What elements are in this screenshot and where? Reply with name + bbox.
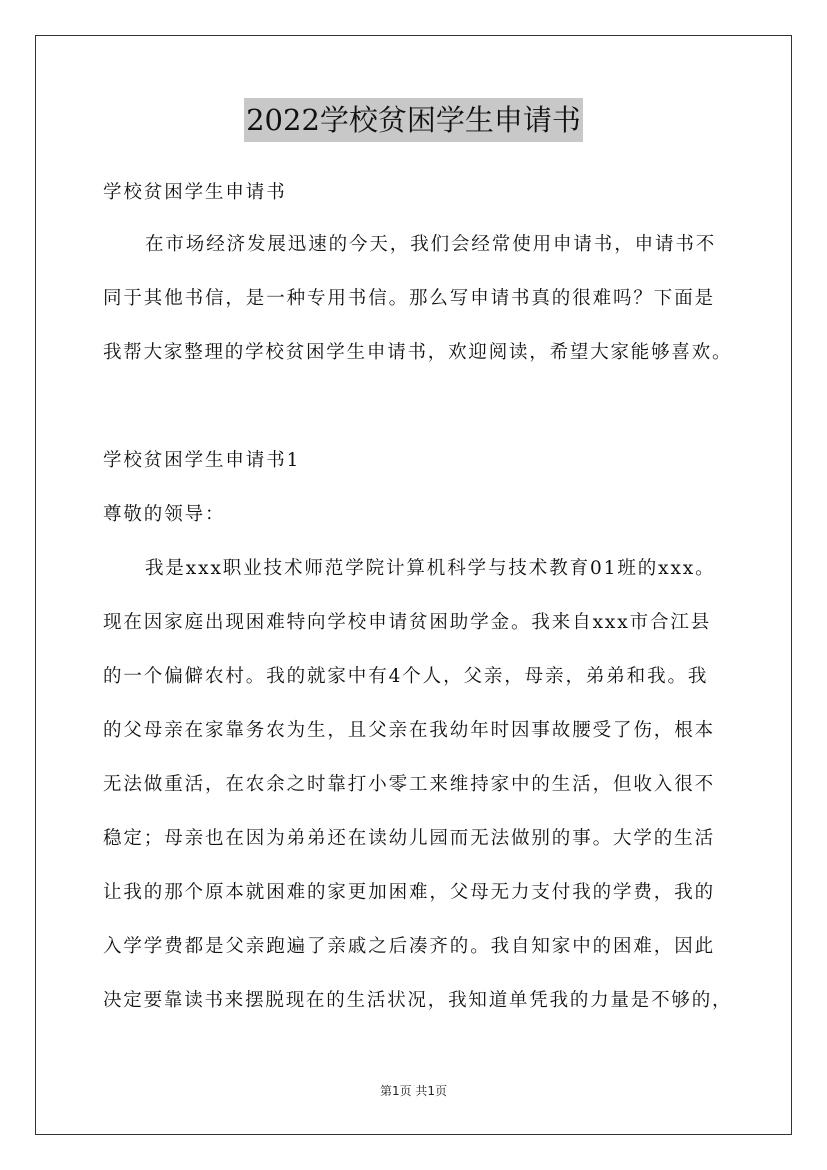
page-footer: 第1页 共1页 xyxy=(379,1084,448,1098)
body-line: 决定要靠读书来摆脱现在的生活状况，我知道单凭我的力量是不够的， xyxy=(103,990,733,1011)
body-line: 无法做重活，在农余之时靠打小零工来维持家中的生活，但收入很不 xyxy=(103,774,716,795)
body-line: 入学学费都是父亲跑遍了亲戚之后凑齐的。我自知家中的困难，因此 xyxy=(103,936,716,957)
intro-line: 同于其他书信，是一种专用书信。那么写申请书真的很难吗？下面是 xyxy=(103,288,716,309)
blank-line xyxy=(103,380,733,434)
section-heading: 学校贫困学生申请书1 xyxy=(103,450,301,471)
document-title: 2022学校贫困学生申请书 xyxy=(244,98,583,142)
document-body xyxy=(103,166,733,1028)
subtitle: 学校贫困学生申请书 xyxy=(103,182,287,203)
body-line: 我是xxx职业技术师范学院计算机科学与技术教育01班的xxx。 xyxy=(145,558,716,579)
body-line: 现在因家庭出现困难特向学校申请贫困助学金。我来自xxx市合江县 xyxy=(103,612,712,633)
body-line: 的一个偏僻农村。我的就家中有4个人，父亲，母亲，弟弟和我。我 xyxy=(103,666,709,687)
salutation: 尊敬的领导： xyxy=(103,504,226,525)
body-line: 的父母亲在家靠务农为生，且父亲在我幼年时因事故腰受了伤，根本 xyxy=(103,720,716,741)
intro-line: 我帮大家整理的学校贫困学生申请书，欢迎阅读，希望大家能够喜欢。 xyxy=(103,342,733,363)
intro-line: 在市场经济发展迅速的今天，我们会经常使用申请书，申请书不 xyxy=(145,234,717,255)
body-line: 稳定；母亲也在因为弟弟还在读幼儿园而无法做别的事。大学的生活 xyxy=(103,828,716,849)
title-container xyxy=(0,98,827,142)
body-line: 让我的那个原本就困难的家更加困难，父母无力支付我的学费，我的 xyxy=(103,882,716,903)
